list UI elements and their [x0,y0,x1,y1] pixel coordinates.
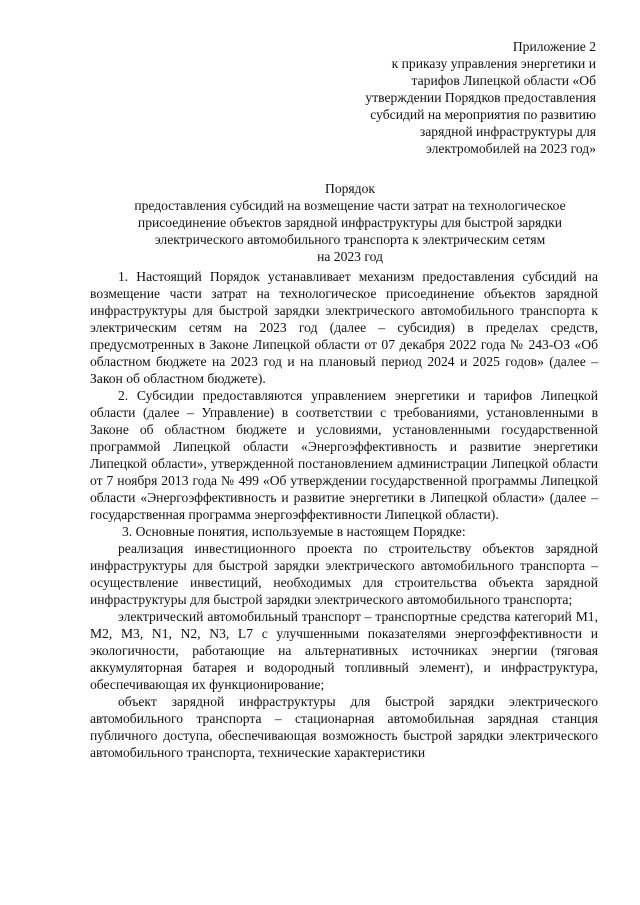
title-line: присоединение объектов зарядной инфраструктуры для быстрой зарядки [137,215,563,230]
appendix-line: к приказу управления энергетики и [391,56,596,71]
appendix-line: электромобилей на 2023 год» [425,141,596,156]
title-line: на 2023 год [317,249,383,264]
paragraph-2: 2. Субсидии предоставляются управлением энергетики и тарифов Липецкой области (далее – Управление) в соответствии с требованиями, установленными в Законе об областном бюджете и условиями, установленными государственной программой Липецкой области «Энергоэффективность и развитие энергетики Липецкой области», утвержденной постановлением администрации Липецкой области от 7 ноября 2013 года № 499 «Об утверждении государственной программы Липецкой области «Энергоэффективность и развитие энергетики в Липецкой области» (далее – государственная программа энергоэффективности Липецкой области). [90,388,598,522]
appendix-line: утверждении Порядков предоставления [365,90,596,105]
title-line: предоставления субсидий на возмещение части затрат на технологическое [134,198,566,213]
document-title [80,180,620,265]
paragraph-1: 1. Настоящий Порядок устанавливает механизм предоставления субсидий на возмещение части затрат на технологическое присоединение объектов зарядной инфраструктуры для быстрой зарядки электрического автомобильного транспорта к электрическим сетям на 2023 год (далее – субсидия) в пределах средств, предусмотренных в Законе Липецкой области от 07 декабря 2022 года № 243-ОЗ «Об областном бюджете на 2023 год и на плановый период 2024 и 2025 годов» (далее – Закон об областном бюджете). [90,269,598,386]
appendix-header [296,38,596,157]
appendix-line: Приложение 2 [512,39,596,54]
paragraph-3: 3. Основные понятия, используемые в настоящем Порядке: [122,524,466,539]
appendix-line: субсидий на мероприятия по развитию [370,107,596,122]
appendix-line: тарифов Липецкой области «Об [411,73,596,88]
definition-investment-project: реализация инвестиционного проекта по строительству объектов зарядной инфраструктуры для быстрой зарядки электрического автомобильного транспорта – осуществление инвестиций, необходимых для строительства объекта зарядной инфраструктуры для быстрой зарядки электрического автомобильного транспорта; [90,541,598,607]
definition-charging-object: объект зарядной инфраструктуры для быстрой зарядки электрического автомобильного транспорта – стационарная автомобильная зарядная станция публичного доступа, обеспечивающая возможность быстрой зарядки электрического автомобильного транспорта, технические характеристики [90,694,598,760]
appendix-line: зарядной инфраструктуры для [419,124,596,139]
title-heading: Порядок [325,181,375,196]
title-line: электрического автомобильного транспорта к электрическим сетям [154,232,546,247]
definition-electric-transport: электрический автомобильный транспорт – транспортные средства категорий M1, M2, M3, N1, N2, N3, L7 с улучшенными показателями энергоэффективности и экологичности, работающие на альтернативных источниках энергии (тяговая аккумуляторная батарея и водородный топливный элемент), и инфраструктура, обеспечивающая их функционирование; [90,609,598,692]
document-body [90,268,598,761]
